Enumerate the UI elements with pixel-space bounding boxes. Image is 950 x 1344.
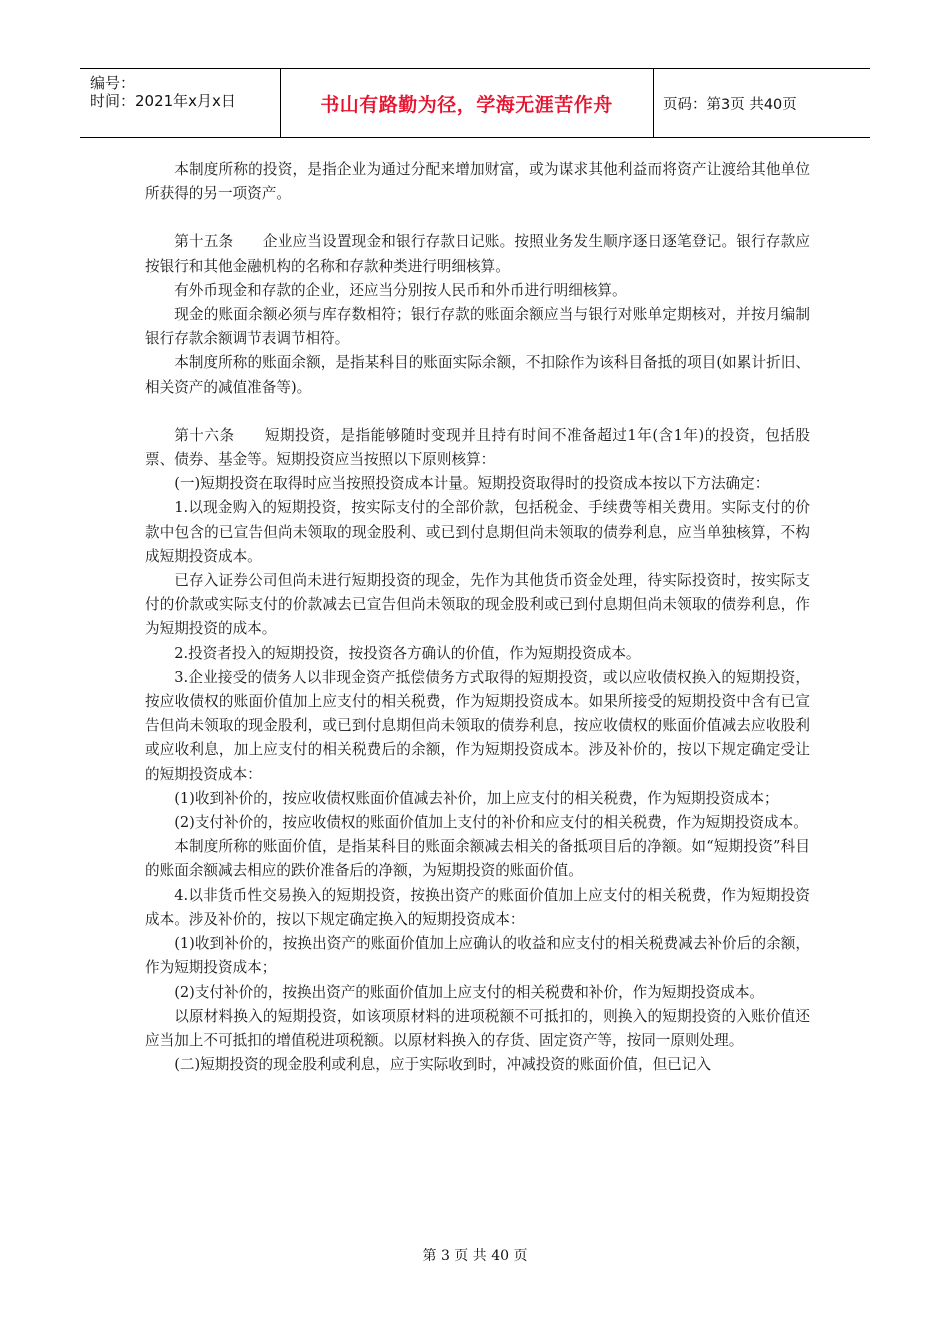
document-body: [145, 158, 810, 1077]
paragraph: 4.以非货币性交易换入的短期投资，按换出资产的账面价值加上应支付的相关税费，作为短期投资成本。涉及补价的，按以下规定确定换入的短期投资成本：: [145, 886, 810, 928]
paragraph: 1.以现金购入的短期投资，按实际支付的全部价款，包括税金、手续费等相关费用。实际支付的价款中包含的已宣告但尚未领取的现金股利、或已到付息期但尚未领取的债券利息，应当单独核算，不构成短期投资成本。: [145, 499, 810, 565]
paragraph-spacer: [145, 400, 810, 424]
paragraph: 本制度所称的账面余额，是指某科目的账面实际余额，不扣除作为该科目备抵的项目(如累计折旧、相关资产的减值准备等)。: [145, 354, 810, 396]
paragraph: 第十六条 短期投资，是指能够随时变现并且持有时间不准备超过1年(含1年)的投资，包括股票、债券、基金等。短期投资应当按照以下原则核算：: [145, 426, 810, 469]
paragraph: (2)支付补价的，按应收债权的账面价值加上支付的补价和应支付的相关税费，作为短期投资成本。: [174, 814, 808, 832]
paragraph: (2)支付补价的，按换出资产的账面价值加上应支付的相关税费和补价，作为短期投资成本。: [174, 983, 765, 1001]
paragraph: 本制度所称的投资，是指企业为通过分配来增加财富，或为谋求其他利益而将资产让渡给其他单位所获得的另一项资产。: [145, 161, 810, 203]
paragraph: 第十五条 企业应当设置现金和银行存款日记账。按照业务发生顺序逐日逐笔登记。银行存款应按银行和其他金融机构的名称和存款种类进行明细核算。: [145, 233, 810, 275]
paragraph: 3.企业接受的债务人以非现金资产抵偿债务方式取得的短期投资，或以应收债权换入的短期投资，按应收债权的账面价值加上应支付的相关税费，作为短期投资成本。如果所接受的短期投资中含有已宣告但尚未领取的现金股利，或已到付息期但尚未领取的债券利息，按应收债权的账面价值减去应收股利或应收利息，加上应支付的相关税费后的余额，作为短期投资成本。涉及补价的，按以下规定确定受让的短期投资成本：: [145, 668, 810, 783]
paragraph: 本制度所称的账面价值，是指某科目的账面余额减去相关的备抵项目后的净额。如“短期投资”科目的账面余额减去相应的跌价准备后的净额，为短期投资的账面价值。: [145, 838, 810, 880]
paragraph: 以原材料换入的短期投资，如该项原材料的进项税额不可抵扣的，则换入的短期投资的入账价值还应当加上不可抵扣的增值税进项税额。以原材料换入的存货、固定资产等，按同一原则处理。: [145, 1007, 810, 1049]
paragraph: (1)收到补价的，按换出资产的账面价值加上应确认的收益和应支付的相关税费减去补价后的余额，作为短期投资成本；: [145, 935, 810, 977]
paragraph: 现金的账面余额必须与库存数相符；银行存款的账面余额应当与银行对账单定期核对，并按月编制银行存款余额调节表调节相符。: [145, 306, 810, 348]
paragraph: (二)短期投资的现金股利或利息，应于实际收到时，冲减投资的账面价值，但已记入: [174, 1056, 711, 1074]
document-date-label: 时间：2021年x月x日: [90, 92, 236, 110]
header-page-info: 页码：第3页 共40页: [663, 96, 797, 113]
paragraph: (1)收到补价的，按应收债权账面价值减去补价，加上应支付的相关税费，作为短期投资成本；: [174, 789, 779, 807]
header-meta: [80, 69, 280, 137]
paragraph-spacer: [145, 206, 810, 230]
paragraph: 2.投资者投入的短期投资，按投资各方确认的价值，作为短期投资成本。: [174, 644, 641, 662]
header-motto: 书山有路勤为径，学海无涯苦作舟: [320, 93, 613, 116]
paragraph: 已存入证券公司但尚未进行短期投资的现金，先作为其他货币资金处理，待实际投资时，按实际支付的价款或实际支付的价款减去已宣告但尚未领取的现金股利或已到付息期但尚未领取的债券利息，作为短期投资的成本。: [145, 572, 810, 638]
page-header: [80, 68, 870, 138]
document-number-label: 编号：: [90, 74, 136, 92]
paragraph: 有外币现金和存款的企业，还应当分别按人民币和外币进行明细核算。: [174, 281, 627, 299]
paragraph: (一)短期投资在取得时应当按照投资成本计量。短期投资取得时的投资成本按以下方法确定：: [174, 475, 770, 493]
header-divider: [653, 69, 654, 137]
page-footer: 第 3 页 共 40 页: [422, 1248, 528, 1264]
